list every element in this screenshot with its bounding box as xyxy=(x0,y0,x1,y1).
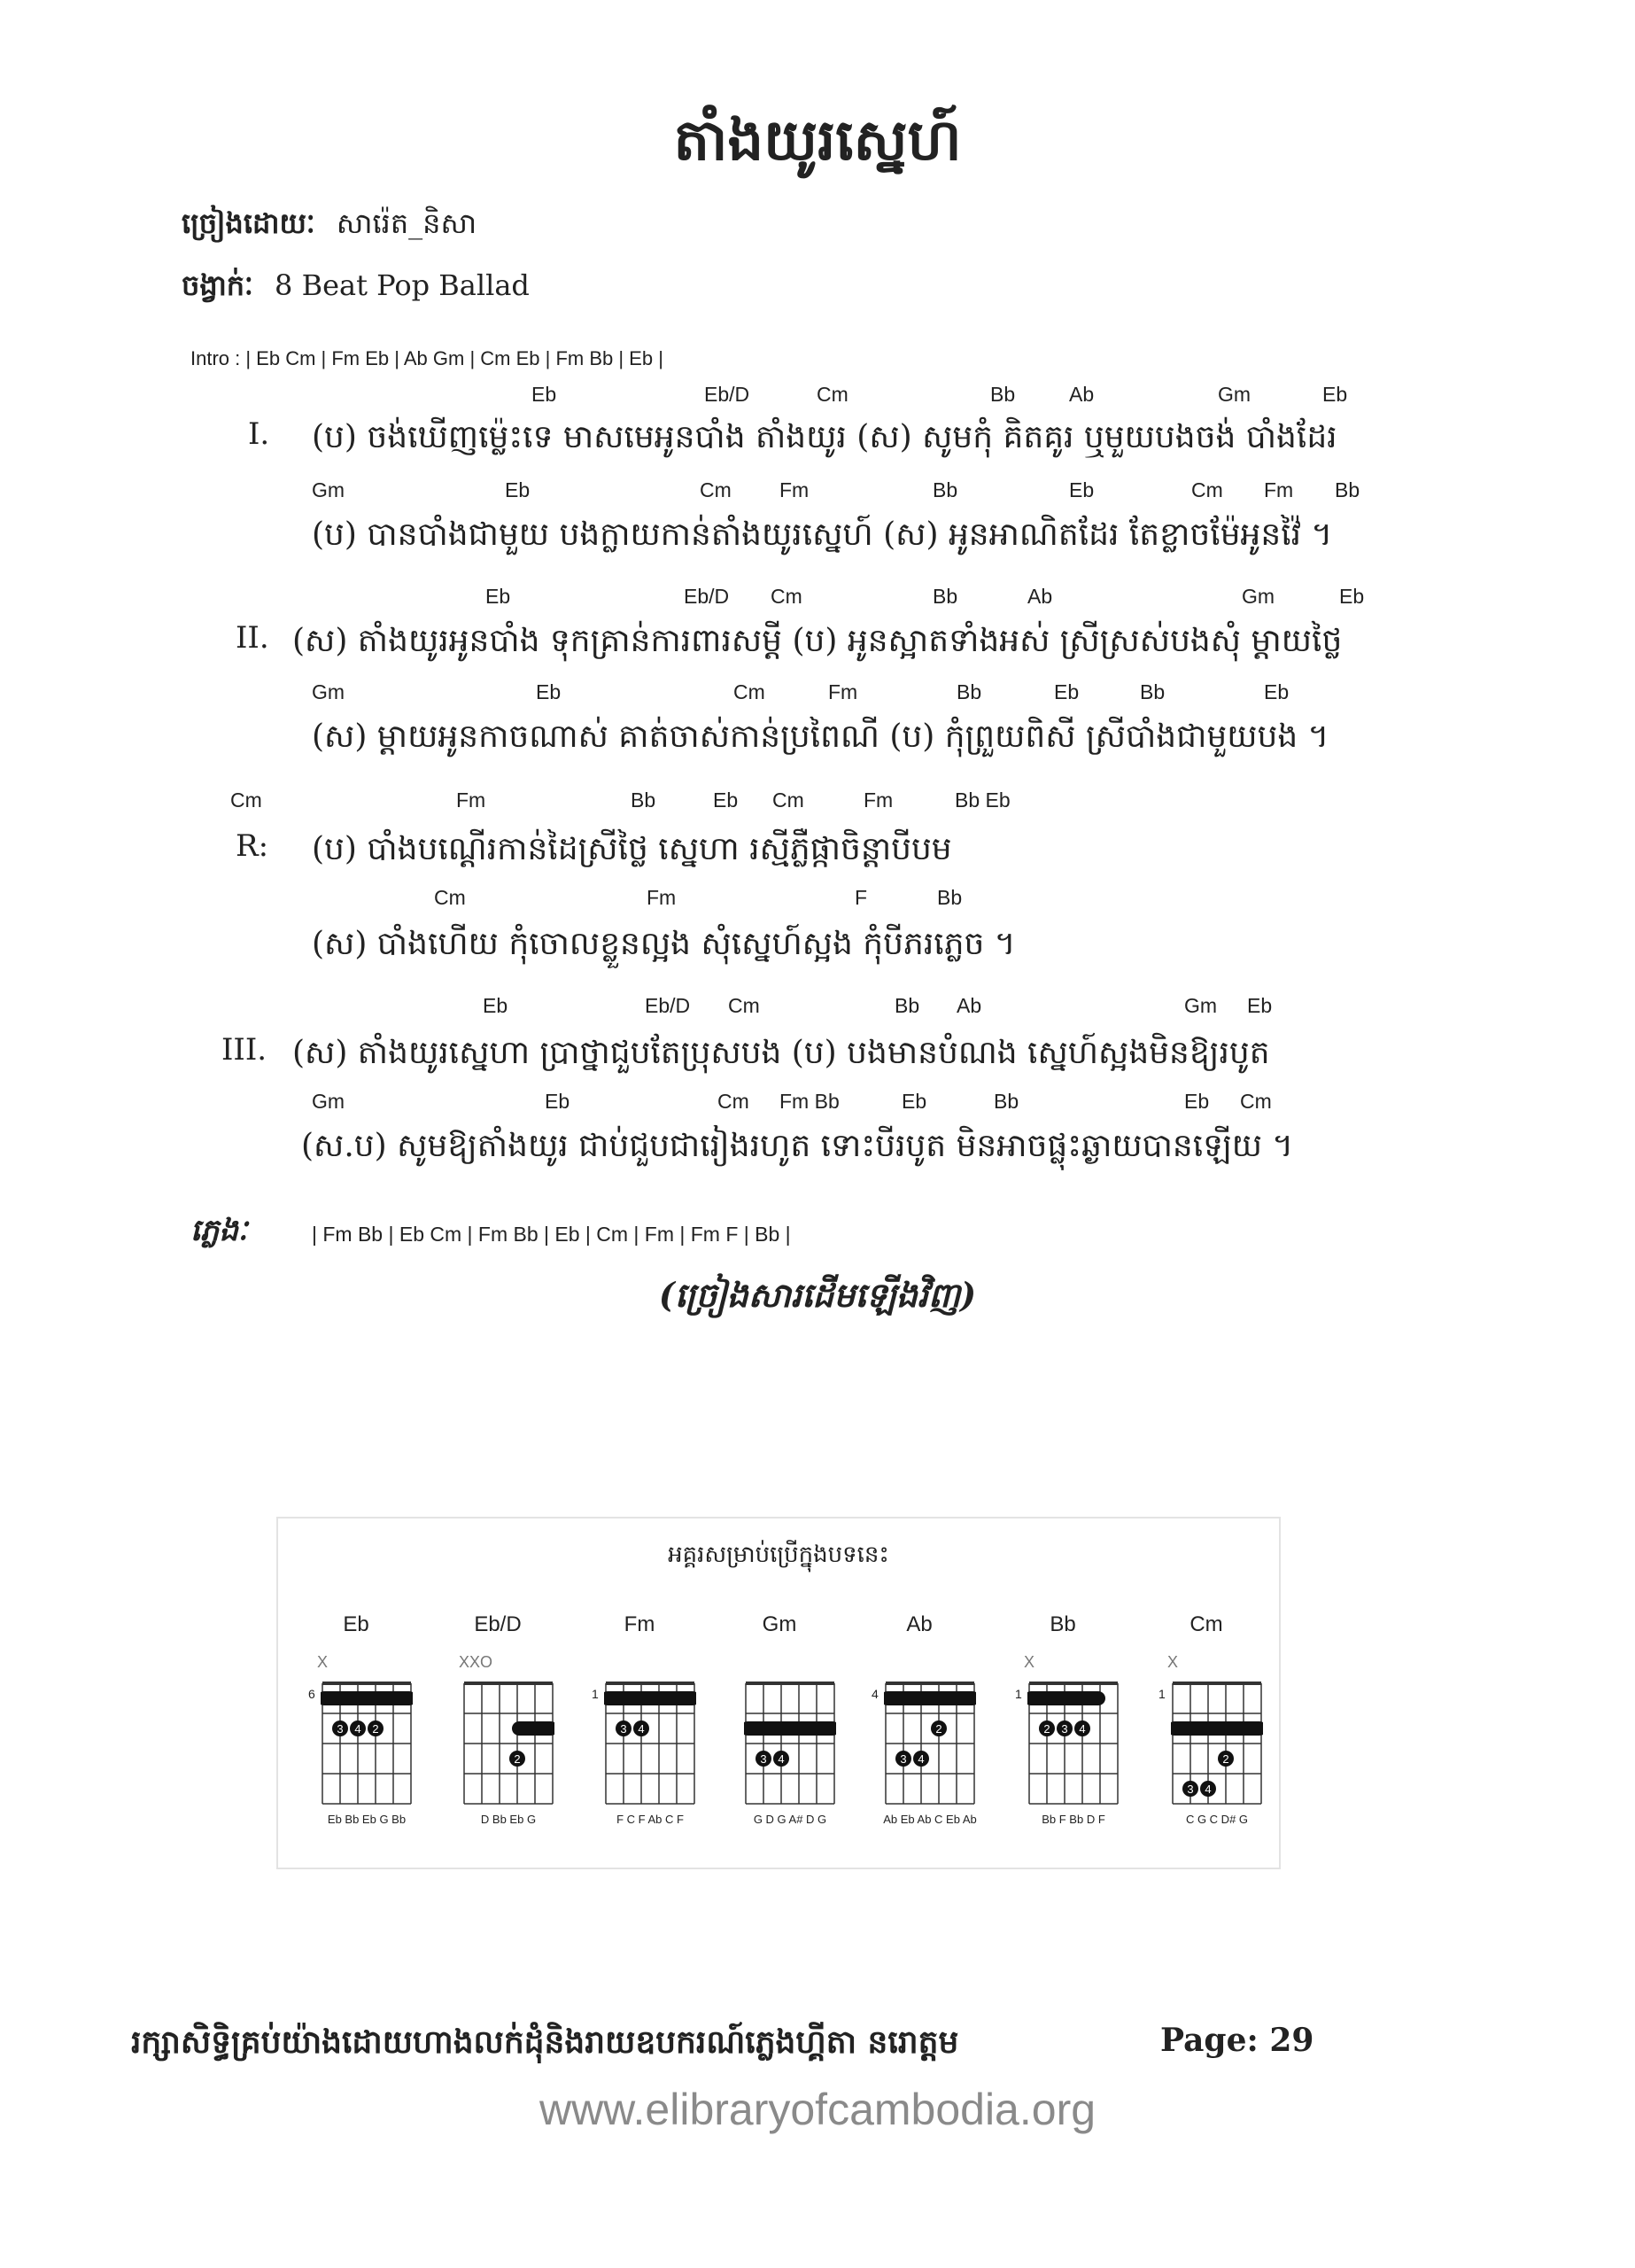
svg-text:2: 2 xyxy=(1222,1752,1229,1766)
chord-fretboard xyxy=(1027,1678,1120,1820)
chord-symbol: Cm xyxy=(434,886,466,909)
chord-symbol: Fm xyxy=(647,886,677,909)
lyric-line: (ស) ម្ដាយអូនកាចណាស់ គាត់ចាស់កាន់ប្រពៃណី (ប) កុំព្រួយពិសី ស្រីបាំងជាមួយបង ។ xyxy=(312,718,1329,755)
chord-symbol: Bb xyxy=(937,886,963,909)
fret-number: 6 xyxy=(308,1687,315,1701)
verse-label: II. xyxy=(236,620,269,656)
fret-number: 1 xyxy=(1015,1687,1022,1701)
fret-number: 1 xyxy=(592,1687,599,1701)
fret-number: 1 xyxy=(1158,1687,1166,1701)
lyric-line: (ស) តាំងយូរស្នេហា ប្រាថ្នាជួបតែប្រុសបង (ប) បងមានបំណង ស្នេហ៍ស្អងមិនឱ្យរបូត xyxy=(292,1035,1270,1071)
page-number: Page: 29 xyxy=(1160,2022,1314,2059)
chord-symbol: Gm xyxy=(1218,383,1251,406)
verse-label: III. xyxy=(221,1032,267,1068)
verse-label: R: xyxy=(236,828,269,864)
chord-symbol: Eb xyxy=(1184,1090,1210,1113)
chord-notes: Ab Eb Ab C Eb Ab xyxy=(883,1813,977,1826)
svg-text:3: 3 xyxy=(620,1722,627,1736)
svg-text:3: 3 xyxy=(337,1722,344,1736)
chord-symbol: Cm xyxy=(771,585,802,608)
chord-symbol: Gm xyxy=(312,478,345,501)
chord-notes: Bb F Bb D F xyxy=(1042,1813,1105,1826)
chord-symbol: Fm Bb xyxy=(779,1090,840,1113)
chord-diagram-name: Eb/D xyxy=(474,1612,522,1636)
chord-diagram-name: Ab xyxy=(906,1612,933,1636)
chord-box-title: អគ្គរសម្រាប់ប្រើក្នុងបទនេះ xyxy=(668,1542,889,1568)
svg-text:2: 2 xyxy=(372,1722,379,1736)
chord-symbol: Gm xyxy=(312,680,345,703)
svg-text:4: 4 xyxy=(918,1752,925,1766)
chord-symbol: Eb xyxy=(505,478,531,501)
chord-notes: D Bb Eb G xyxy=(480,1813,537,1826)
chord-symbol: Fm xyxy=(1264,478,1294,501)
chord-symbol: Eb/D xyxy=(704,383,750,406)
composer-value: សារ៉េត_និសា xyxy=(336,206,477,240)
outro-progression: | Fm Bb | Eb Cm | Fm Bb | Eb | Cm | Fm | Fm F | Bb | xyxy=(312,1223,791,1246)
chord-notes: G D G A# D G xyxy=(753,1813,827,1826)
chord-symbol: Bb xyxy=(994,1090,1019,1113)
lyric-line: (ស.ប) សូមឱ្យតាំងយូរ ជាប់ជួបជារៀងរហូត ទោះបីរបូត មិនអាចផ្លុះឆ្ងាយបានឡើយ ។ xyxy=(301,1128,1294,1164)
svg-text:4: 4 xyxy=(1205,1783,1212,1796)
chord-symbol: Eb xyxy=(1069,478,1095,501)
chord-symbol: Gm xyxy=(312,1090,345,1113)
chord-symbol: Bb xyxy=(933,478,958,501)
chord-symbol: Fm xyxy=(779,478,810,501)
chord-symbol: Cm xyxy=(717,1090,749,1113)
composer-line xyxy=(182,206,477,247)
chord-symbol: Bb xyxy=(933,585,958,608)
svg-text:4: 4 xyxy=(638,1722,645,1736)
chord-symbol: Fm xyxy=(456,788,486,812)
website-watermark: www.elibraryofcambodia.org xyxy=(539,2085,1096,2134)
svg-text:4: 4 xyxy=(778,1752,785,1766)
song-title: តាំងយូរស្នេហ៍ xyxy=(673,107,962,174)
chord-symbol: Bb xyxy=(957,680,982,703)
chord-diagram-box xyxy=(276,1517,1281,1869)
chord-symbol: Cm xyxy=(733,680,765,703)
rhythm-value: 8 Beat Pop Ballad xyxy=(275,268,530,302)
chord-symbol: Fm xyxy=(828,680,858,703)
lyric-line: (ប) បាំងបណ្ដើរកាន់ដៃស្រីថ្លៃ ស្នេហា រស្មីភ្លឺផ្កាចិន្ដាបីបម xyxy=(312,831,952,867)
chord-symbol: Cm xyxy=(1191,478,1223,501)
chord-symbol: Eb xyxy=(902,1090,927,1113)
chord-fretboard xyxy=(1171,1678,1263,1820)
chord-notes: C G C D# G xyxy=(1185,1813,1249,1826)
chord-symbol: Eb xyxy=(1339,585,1365,608)
chord-symbol: F xyxy=(855,886,868,909)
chord-symbol: Gm xyxy=(1184,994,1218,1017)
string-markers: X xyxy=(1024,1653,1035,1671)
rhythm-line xyxy=(182,268,530,309)
chord-symbol: Eb xyxy=(1054,680,1080,703)
svg-text:3: 3 xyxy=(900,1752,907,1766)
svg-text:4: 4 xyxy=(1079,1722,1086,1736)
composer-key: ច្រៀងដោយៈ xyxy=(182,206,315,240)
svg-text:2: 2 xyxy=(514,1752,521,1766)
chord-notes: F C F Ab C F xyxy=(616,1813,684,1826)
rhythm-key: ចង្វាក់ៈ xyxy=(182,268,253,302)
chord-symbol: Cm xyxy=(772,788,804,812)
chord-symbol: Gm xyxy=(1242,585,1275,608)
svg-text:3: 3 xyxy=(760,1752,767,1766)
svg-text:3: 3 xyxy=(1187,1783,1194,1796)
chord-symbol: Bb xyxy=(631,788,656,812)
intro-progression: Intro : | Eb Cm | Fm Eb | Ab Gm | Cm Eb | Fm Bb | Eb | xyxy=(190,347,663,369)
lyric-line: (ប) បានបាំងជាមួយ បងក្លាយកាន់តាំងយូរស្នេហ៍ (ស) អូនអាណិតដែរ តែខ្លាចម៉ែអូនវ៉ៃ ។ xyxy=(312,517,1333,553)
string-markers: XXO xyxy=(459,1653,493,1671)
chord-fretboard xyxy=(884,1678,976,1820)
svg-text:2: 2 xyxy=(1043,1722,1050,1736)
svg-text:3: 3 xyxy=(1061,1722,1068,1736)
chord-symbol: Bb xyxy=(1140,680,1166,703)
chord-symbol: Eb xyxy=(531,383,557,406)
svg-text:4: 4 xyxy=(354,1722,361,1736)
chord-symbol: Eb xyxy=(1264,680,1290,703)
chord-symbol: Eb xyxy=(483,994,508,1017)
chord-symbol: Ab xyxy=(1027,585,1053,608)
chord-fretboard xyxy=(744,1678,836,1820)
fret-number: 4 xyxy=(872,1687,879,1701)
svg-text:2: 2 xyxy=(935,1722,942,1736)
chord-fretboard xyxy=(604,1678,696,1820)
chord-symbol: Eb/D xyxy=(684,585,730,608)
verse-label: I. xyxy=(248,416,270,452)
chord-symbol: Eb xyxy=(536,680,562,703)
string-markers: X xyxy=(1167,1653,1179,1671)
chord-symbol: Cm xyxy=(817,383,848,406)
chord-symbol: Eb xyxy=(485,585,511,608)
chord-symbol: Eb xyxy=(713,788,739,812)
copyright-text: រក្សាសិទ្ធិគ្រប់យ៉ាងដោយហាងលក់ដុំនិងរាយឧបករណ៍ភ្លេងហ្គីតា នរោត្តម xyxy=(131,2023,959,2061)
chord-fretboard xyxy=(462,1678,554,1820)
chord-symbol: Cm xyxy=(728,994,760,1017)
chord-symbol: Cm xyxy=(1240,1090,1272,1113)
lyric-line: (ស) បាំងហើយ កុំចោលខ្លួនល្អង សុំស្នេហ៍ស្អង កុំបីភរភ្លេច ។ xyxy=(312,926,1016,962)
chord-symbol: Eb xyxy=(545,1090,570,1113)
chord-symbol: Cm xyxy=(230,788,262,812)
chord-fretboard xyxy=(321,1678,413,1820)
chord-diagram-name: Gm xyxy=(762,1612,797,1636)
chord-notes: Eb Bb Eb G Bb xyxy=(327,1813,407,1826)
chord-symbol: Cm xyxy=(700,478,732,501)
string-markers: X xyxy=(317,1653,329,1671)
chord-symbol: Bb xyxy=(1335,478,1360,501)
chord-diagram-name: Bb xyxy=(1050,1612,1076,1636)
lyric-line: (ប) ចង់ឃើញម្ល៉េះទេ មាសមេអូនបាំង តាំងយូរ (ស) សូមកុំ គិតគូរ ឬមួយបងចង់ បាំងដែរ xyxy=(312,419,1337,455)
repeat-note: (ច្រៀងសារដើមឡើងវិញ) xyxy=(658,1275,977,1315)
chord-symbol: Eb/D xyxy=(645,994,691,1017)
chord-diagram-name: Fm xyxy=(624,1612,655,1636)
chord-symbol: Bb xyxy=(990,383,1016,406)
chord-symbol: Fm xyxy=(864,788,894,812)
chord-symbol: Ab xyxy=(957,994,982,1017)
chord-symbol: Eb xyxy=(1247,994,1273,1017)
chord-diagram-name: Cm xyxy=(1189,1612,1223,1636)
chord-symbol: Eb xyxy=(1322,383,1348,406)
chord-symbol: Bb Eb xyxy=(955,788,1011,812)
chord-symbol: Bb xyxy=(895,994,920,1017)
chord-diagram-name: Eb xyxy=(343,1612,369,1636)
outro-label: ភ្លេងៈ xyxy=(190,1213,248,1248)
lyric-line: (ស) តាំងយូរអូនបាំង ទុកគ្រាន់ការពារសម្ដី (ប) អូនស្អាតទាំងអស់ ស្រីស្រស់បងសុំ ម្ដាយថ្លៃ xyxy=(292,623,1343,659)
chord-symbol: Ab xyxy=(1069,383,1095,406)
